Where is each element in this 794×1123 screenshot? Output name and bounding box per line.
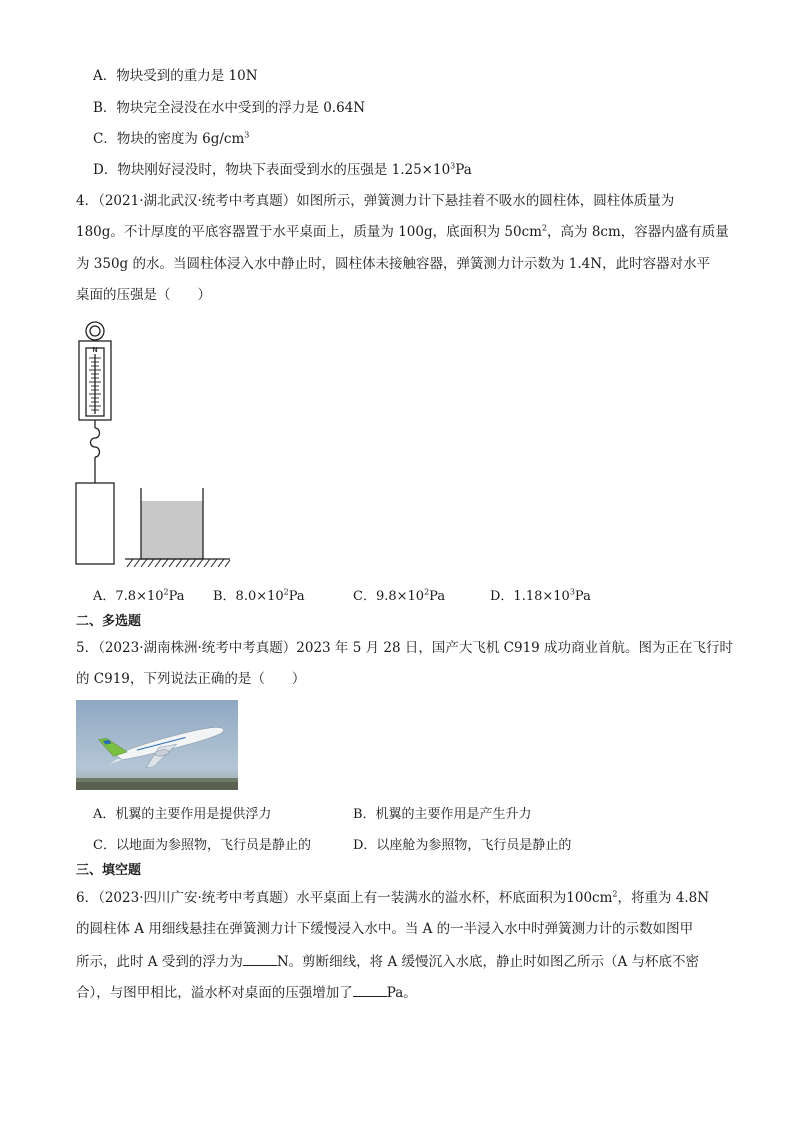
q4-choice-a: A．$7.8\times 10^2Pa$ [93,587,185,604]
q4-choice-b: B．$8.0\times 10^2Pa$ [213,587,305,604]
answer-blank-buoyancy[interactable] [243,951,277,966]
q6-stem-line4: 合），与图甲相比，溢水杯对桌面的压强增加了 Pa。 [76,982,417,1003]
scale-hook [91,428,100,457]
q6-stem-line2: 的圆柱体 A 用细线悬挂在弹簧测力计下缓慢浸入水中。当 A 的一半浸入水中时弹簧测力计的示数如图甲 [76,921,694,937]
section-heading-multiple-choice: 二、多选题 [76,614,142,629]
q5-choice-a: A．机翼的主要作用是提供浮力 [93,807,272,822]
c919-airplane-photo [76,700,238,790]
answer-blank-pressure[interactable] [353,982,387,997]
scale-unit-label: N [92,347,98,354]
cylinder [76,483,114,564]
q5-choice-d: D．以座舱为参照物，飞行员是静止的 [353,838,572,853]
q3-option-d: D．物块刚好浸没时，物块下表面受到水的压强是 $1.25\times 10^3Pa$ [93,161,472,178]
q4-choice-c: C．$9.8\times 10^2Pa$ [353,587,446,604]
container-water [141,501,203,559]
q5-choice-c: C．以地面为参照物，飞行员是静止的 [93,838,311,853]
q6-stem-line1: 6．（2023·四川广安·统考中考真题）水平桌面上有一装满水的溢水杯，杯底面积为$100cm^2$，将重为 4.8N [76,889,710,906]
q4-stem-line1: 4．（2021·湖北武汉·统考中考真题）如图所示，弹簧测力计下悬挂着不吸水的圆柱体，圆柱体质量为 [76,193,675,209]
q4-stem-line4: 桌面的压强是（ ） [76,287,211,303]
q3-option-a: A．物块受到的重力是 10N [93,68,258,84]
section-heading-fill-blank: 三、填空题 [76,863,142,878]
q5-choice-b: B．机翼的主要作用是产生升力 [353,807,532,822]
q4-stem-line2: 180g。不计厚度的平底容器置于水平桌面上，质量为 100g，底面积为 $50cm^2$，高为 8cm，容器内盛有质量 [76,223,729,240]
q4-figure [70,318,240,576]
scale-ring [86,322,104,340]
q3-option-c: C．物块的密度为 $6g/cm^3$ [93,130,250,147]
table-hatching [127,559,230,567]
q5-stem-line2: 的 C919，下列说法正确的是（ ） [76,671,306,687]
q5-stem-line1: 5．（2023·湖南株洲·统考中考真题）2023 年 5 月 28 日，国产大飞机 C919 成功商业首航。图为正在飞行时 [76,640,734,656]
q4-choice-d: D．$1.18\times 10^3Pa$ [490,587,591,604]
q4-stem-line3: 为 350g 的水。当圆柱体浸入水中静止时，圆柱体未接触容器，弹簧测力计示数为 1.4N，此时容器对水平 [76,256,711,272]
q6-stem-line3: 所示，此时 A 受到的浮力为 N。剪断细线，将 A 缓慢沉入水底，静止时如图乙所示（A 与杯底不密 [76,951,699,972]
q3-option-b: B．物块完全浸没在水中受到的浮力是 0.64N [93,100,366,116]
